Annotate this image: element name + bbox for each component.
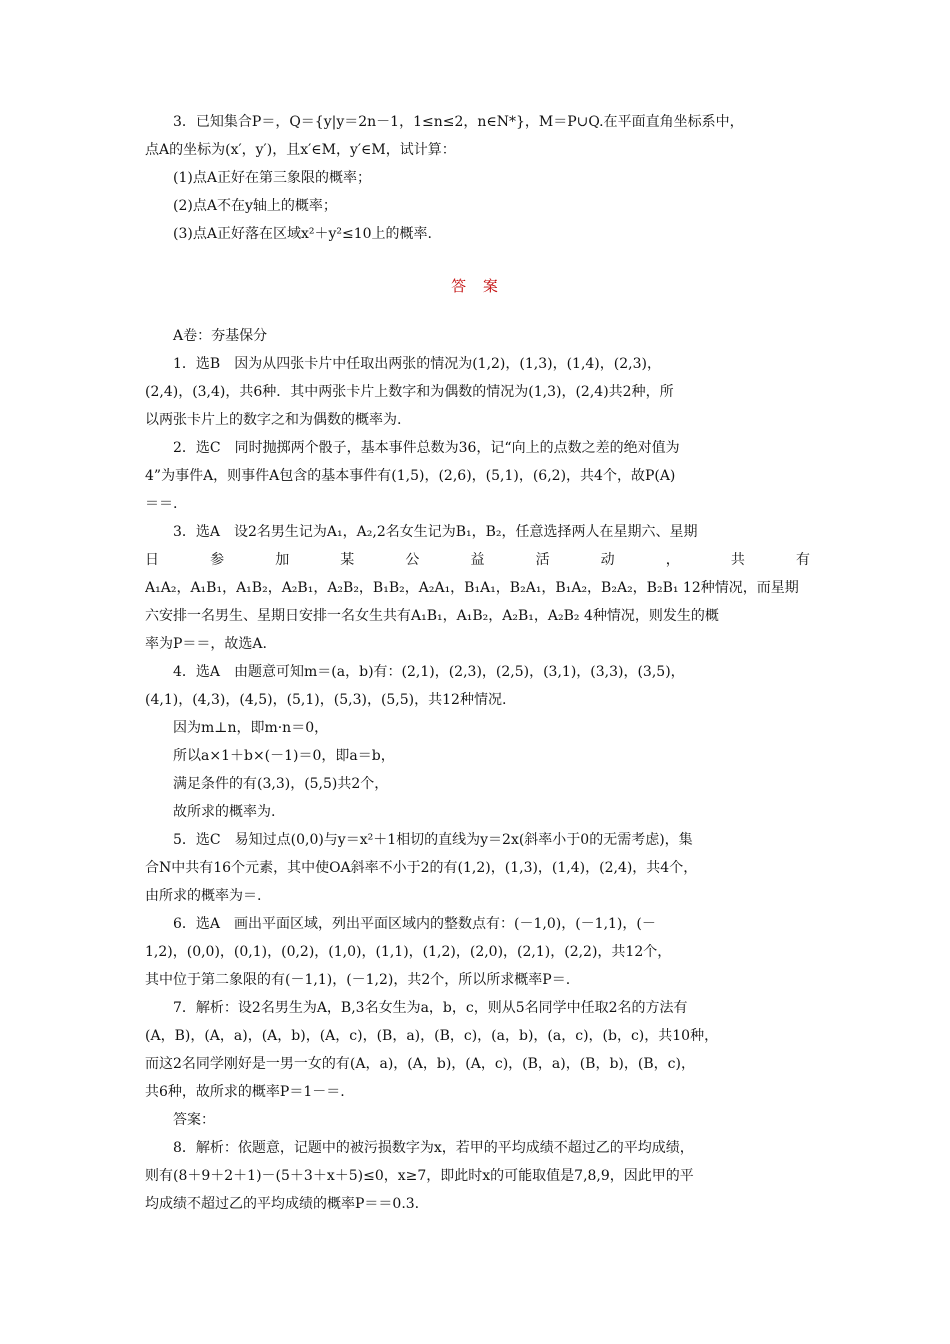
answer-4-line-2: (4,1)，(4,3)，(4,5)，(5,1)，(5,3)，(5,5)，共12种情况. [145, 692, 507, 708]
answer-4-line-4: 所以a×1＋b×(－1)＝0，即a＝b， [173, 748, 395, 764]
answer-7-line-1: 7．解析：设2名男生为A，B,3名女生为a，b，c，则从5名同学中任取2名的方法有 [173, 1000, 688, 1016]
answer-5 [145, 826, 810, 910]
answer-1 [145, 350, 810, 434]
answer-3-word: 某 [340, 552, 355, 568]
answer-2-line-2: 4”为事件A，则事件A包含的基本事件有(1,5)，(2,6)，(5,1)，(6,2)，共4个，故P(A) [145, 468, 676, 484]
answer-title: 答 案 [451, 277, 504, 295]
answer-2-line-1: 2．选C 同时抛掷两个骰子，基本事件总数为36，记“向上的点数之差的绝对值为 [173, 440, 680, 456]
answer-3-line-1: 3．选A 设2名男生记为A₁，A₂,2名女生记为B₁，B₂，任意选择两人在星期六、星期 [173, 524, 698, 540]
answer-5-line-1: 5．选C 易知过点(0,0)与y＝x²＋1相切的直线为y＝2x(斜率小于0的无需考虑)，集 [173, 832, 693, 848]
answer-6-line-1: 6．选A 画出平面区域，列出平面区域内的整数点有：(－1,0)，(－1,1)，(－ [173, 916, 656, 932]
answer-7-line-3: 而这2名同学刚好是一男一女的有(A，a)，(A，b)，(A，c)，(B，a)，(B，b)，(B，c)， [145, 1056, 695, 1072]
problem-3-line-2: 点A的坐标为(x′，y′)，且x′∈M，y′∈M，试计算： [145, 142, 456, 158]
section-a-heading: A卷：夯基保分 [173, 328, 268, 344]
answer-3-word: 共 [730, 552, 745, 568]
answer-3-line-3: A₁A₂，A₁B₁，A₁B₂，A₂B₁，A₂B₂，B₁B₂，A₂A₁，B₁A₁，B₂A₁，B₁A₂，B₂A₂，B₂B₁ 12种情况，而星期 [145, 580, 799, 596]
answer-2-line-3: ＝＝. [145, 496, 178, 512]
answer-3-word: 动 [600, 552, 615, 568]
answer-8 [145, 1134, 810, 1218]
answer-1-line-2: (2,4)，(3,4)，共6种．其中两张卡片上数字和为偶数的情况为(1,3)，(2,4)共2种，所 [145, 384, 674, 400]
answer-8-line-3: 均成绩不超过乙的平均成绩的概率P＝＝0.3. [145, 1196, 420, 1212]
answer-4-line-5: 满足条件的有(3,3)，(5,5)共2个， [173, 776, 389, 792]
answer-3-line-2 [145, 546, 810, 574]
problem-3-sub-1: (1)点A正好在第三象限的概率； [173, 170, 371, 186]
answer-5-line-3: 由所求的概率为＝. [145, 888, 262, 904]
problem-3-sub-2: (2)点A不在y轴上的概率； [173, 198, 337, 214]
answer-6 [145, 910, 810, 994]
answer-3-word: 有 [795, 552, 810, 568]
answer-8-line-2: 则有(8＋9＋2＋1)－(5＋3＋x＋5)≤0，x≥7，即此时x的可能取值是7,8,9，因此甲的平 [145, 1168, 694, 1184]
answer-5-line-2: 合N中共有16个元素，其中使OA斜率不小于2的有(1,2)，(1,3)，(1,4)，(2,4)，共4个， [145, 860, 698, 876]
answer-3-line-4: 六安排一名男生、星期日安排一名女生共有A₁B₁，A₁B₂，A₂B₁，A₂B₂ 4种情况，则发生的概 [145, 608, 719, 624]
answer-2 [145, 434, 810, 518]
problem-3-line-1: 3．已知集合P＝，Q＝{y|y＝2n－1，1≤n≤2，n∈N*}，M＝P∪Q.在平面直角坐标系中， [173, 114, 744, 130]
answer-7-line-2: (A，B)，(A，a)，(A，b)，(A，c)，(B，a)，(B，c)，(a，b)，(a，c)，(b，c)，共10种， [145, 1028, 719, 1044]
answer-3-word: 益 [470, 552, 485, 568]
answer-3 [145, 518, 810, 658]
answer-3-word: 加 [275, 552, 290, 568]
answer-4 [145, 658, 810, 826]
answer-3-word: 公 [405, 552, 420, 568]
document-content [145, 108, 810, 1218]
answer-6-line-2: 1,2)，(0,0)，(0,1)，(0,2)，(1,0)，(1,1)，(1,2)，(2,0)，(2,1)，(2,2)，共12个， [145, 944, 672, 960]
answer-3-word: 参 [210, 552, 225, 568]
answer-7 [145, 994, 810, 1134]
answer-7-answer-label: 答案： [173, 1112, 215, 1128]
problem-3 [145, 108, 810, 248]
answer-8-line-1: 8．解析：依题意，记题中的被污损数字为x，若甲的平均成绩不超过乙的平均成绩， [173, 1140, 694, 1156]
answer-3-word: ， [665, 552, 680, 568]
answer-6-line-3: 其中位于第二象限的有(－1,1)，(－1,2)，共2个，所以所求概率P＝. [145, 972, 571, 988]
answer-3-line-5: 率为P＝＝，故选A. [145, 636, 267, 652]
answer-4-line-3: 因为m⊥n，即m·n＝0， [173, 720, 329, 736]
problem-3-sub-3: (3)点A正好落在区域x²＋y²≤10上的概率. [173, 226, 432, 242]
answer-4-line-6: 故所求的概率为. [173, 804, 276, 820]
answer-4-line-1: 4．选A 由题意可知m＝(a，b)有：(2,1)，(2,3)，(2,5)，(3,1)，(3,3)，(3,5)， [173, 664, 685, 680]
answer-3-word: 活 [535, 552, 550, 568]
answer-1-line-3: 以两张卡片上的数字之和为偶数的概率为. [145, 412, 402, 428]
answer-1-line-1: 1．选B 因为从四张卡片中任取出两张的情况为(1,2)，(1,3)，(1,4)，(2,3)， [173, 356, 661, 372]
answer-3-word: 日 [145, 552, 159, 568]
answer-7-line-4: 共6种，故所求的概率P＝1－＝. [145, 1084, 345, 1100]
